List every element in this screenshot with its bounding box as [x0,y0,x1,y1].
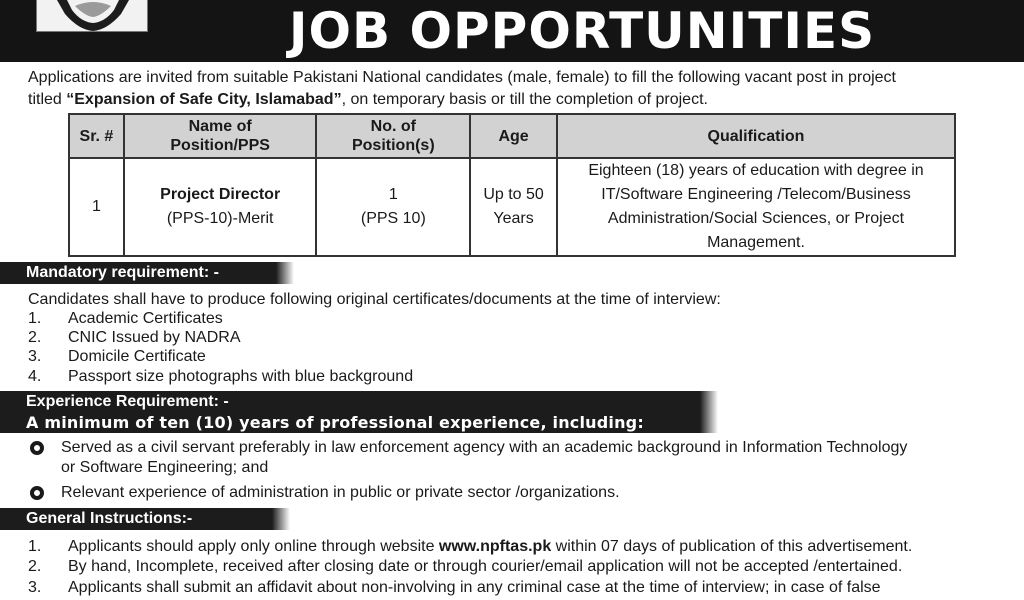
qualification-line3: Administration/Social Sciences, or Project [607,210,905,227]
experience-subheading: A minimum of ten (10) years of professional experience, including: [26,413,644,432]
intro-line-2-prefix: titled [28,91,67,108]
experience-heading-block [0,391,700,433]
list-item [28,309,223,329]
organization-logo [36,0,148,32]
list-item-text: Academic Certificates [68,310,223,327]
header-count-line2: Position(s) [351,137,435,154]
list-item [28,483,1012,503]
list-item-text: CNIC Issued by NADRA [68,329,241,346]
list-item-text: Applicants should apply only online through website [68,538,439,555]
list-item-text: Applicants shall submit an affidavit about non-involving in any criminal case at the time of interview; in case of false [68,579,881,596]
project-title: “Expansion of Safe City, Islamabad” [66,91,342,108]
header-qualification: Qualification [557,114,955,158]
table-row [69,158,955,256]
list-item [28,347,206,367]
cell-age [470,158,557,256]
intro-line-2-suffix: , on temporary basis or till the completion of project. [341,91,708,108]
list-item-text-end: within 07 days of publication of this advertisement. [551,538,913,555]
bullet-text-line1: Served as a civil servant preferably in law enforcement agency with an academic background in Information Technology [61,439,908,456]
cell-sr: 1 [69,158,124,256]
header-age: Age [470,114,557,158]
list-item [28,578,1024,598]
header-band [0,0,1024,62]
position-name: Project Director [160,186,281,203]
bullet-text-line2: or Software Engineering; and [61,459,269,476]
page-title: JOB OPPORTUNITIES [288,2,876,60]
cell-count [316,158,470,256]
mandatory-heading: Mandatory requirement: - [0,262,276,284]
cell-qualification [557,158,955,256]
intro-line-2 [28,89,1012,111]
qualification-line2: IT/Software Engineering /Telecom/Business [601,186,911,203]
list-item [28,557,1024,577]
list-item-number: 1. [28,538,42,555]
position-pps: (PPS-10)-Merit [166,210,274,227]
intro-line-1: Applications are invited from suitable Pakistani National candidates (male, female) to fill the following vacant post in project [28,69,896,86]
list-item-text: Passport size photographs with blue background [68,368,414,385]
header-count-line1: No. of [370,118,416,135]
ring-bullet-icon [30,486,44,500]
position-count: 1 [388,186,398,203]
list-item-number: 4. [28,368,42,385]
list-item-text: By hand, Incomplete, received after closing date or through courier/email application will not be accepted /entertained. [68,558,903,575]
header-position-line1: Name of [188,118,252,135]
age-line2: Years [493,210,534,227]
list-item [28,438,1012,478]
general-instructions-heading: General Instructions:- [0,508,272,530]
shield-emblem-icon [37,0,149,32]
bullet-text-line1: Relevant experience of administration in public or private sector /organizations. [61,484,620,501]
list-item [28,328,241,348]
cell-position [124,158,317,256]
website-link[interactable]: www.npftas.pk [438,538,552,555]
list-item-number: 2. [28,558,42,575]
mandatory-intro: Candidates shall have to produce following original certificates/documents at the time of interview: [28,291,721,308]
qualification-line1: Eighteen (18) years of education with degree in [588,162,924,179]
header-position-line2: Position/PPS [170,137,270,154]
position-count-pps: (PPS 10) [360,210,426,227]
header-count [316,114,470,158]
list-item [28,537,1024,557]
list-item-number: 3. [28,579,42,596]
table-header-row [69,114,955,158]
list-item-number: 1. [28,310,42,327]
header-position [124,114,317,158]
list-item-text: Domicile Certificate [68,348,206,365]
ring-bullet-icon [30,441,44,455]
list-item [28,367,413,387]
intro-paragraph [28,67,1012,111]
vacancy-table [68,113,956,257]
list-item-number: 3. [28,348,42,365]
age-line1: Up to 50 [483,186,544,203]
qualification-line4: Management. [707,234,805,251]
experience-heading: Experience Requirement: - [26,393,229,410]
header-sr: Sr. # [69,114,124,158]
list-item-number: 2. [28,329,42,346]
